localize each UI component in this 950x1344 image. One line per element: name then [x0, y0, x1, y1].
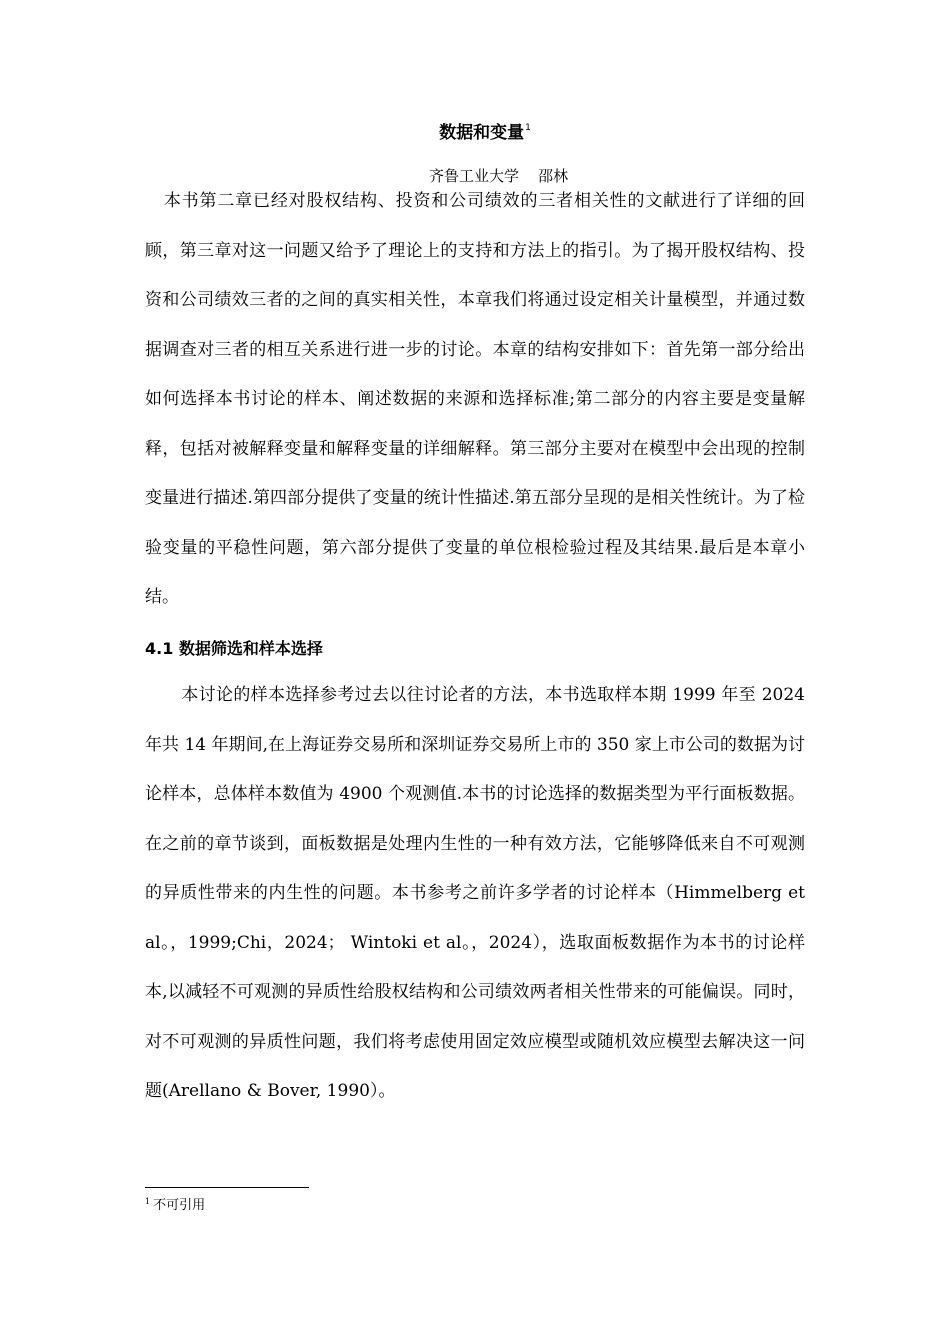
author-line: 齐鲁工业大学 邵林	[429, 167, 569, 185]
section-paragraph-text: 本讨论的样本选择参考过去以往讨论者的方法，本书选取样本期 1999 年至 2024 年共 14 年期间,在上海证券交易所和深圳证券交易所上市的 350 家上市公司的数据为讨论样本，总体样本数值为 4900 个观测值.本书的讨论选择的数据类型为平行面板数据。在之前的章节谈到，面板数据是处理内生性的一种有效方法，它能够降低来自不可观测的异质性带来的内生性的问题。本书参考之前许多学者的讨论样本（Himmelberg et al。，1999;Chi，2024； Wintoki et al。，2024），选取面板数据作为本书的讨论样本,以减轻不可观测的异质性给股权结构和公司绩效两者相关性带来的可能偏误。同时，对不可观测的异质性问题，我们将考虑使用固定效应模型或随机效应模型去解决这一问题(Arellano & Bover, 1990）。	[145, 685, 805, 1101]
section-paragraph	[145, 671, 805, 1117]
intro-paragraph-text: 本书第二章已经对股权结构、投资和公司绩效的三者相关性的文献进行了详细的回顾，第三章对这一问题又给予了理论上的支持和方法上的指引。为了揭开股权结构、投资和公司绩效三者的之间的真实相关性，本章我们将通过设定相关计量模型，并通过数据调查对三者的相互关系进行进一步的讨论。本章的结构安排如下：首先第一部分给出如何选择本书讨论的样本、阐述数据的来源和选择标准;第二部分的内容主要是变量解释，包括对被解释变量和解释变量的详细解释。第三部分主要对在模型中会出现的控制变量进行描述.第四部分提供了变量的统计性描述.第五部分呈现的是相关性统计。为了检验变量的平稳性问题，第六部分提供了变量的单位根检验过程及其结果.最后是本章小结。	[145, 191, 805, 607]
footnote-mark: 1	[145, 1197, 151, 1206]
title-footnote-mark[interactable]: 1	[525, 123, 531, 133]
section-heading: 4.1 数据筛选和样本选择	[145, 639, 323, 658]
footnote	[145, 1193, 205, 1215]
intro-paragraph	[145, 177, 805, 623]
footnote-divider	[145, 1187, 309, 1188]
title-text: 数据和变量	[439, 123, 525, 143]
footnote-text: 不可引用	[153, 1198, 206, 1213]
page-title	[0, 116, 950, 145]
